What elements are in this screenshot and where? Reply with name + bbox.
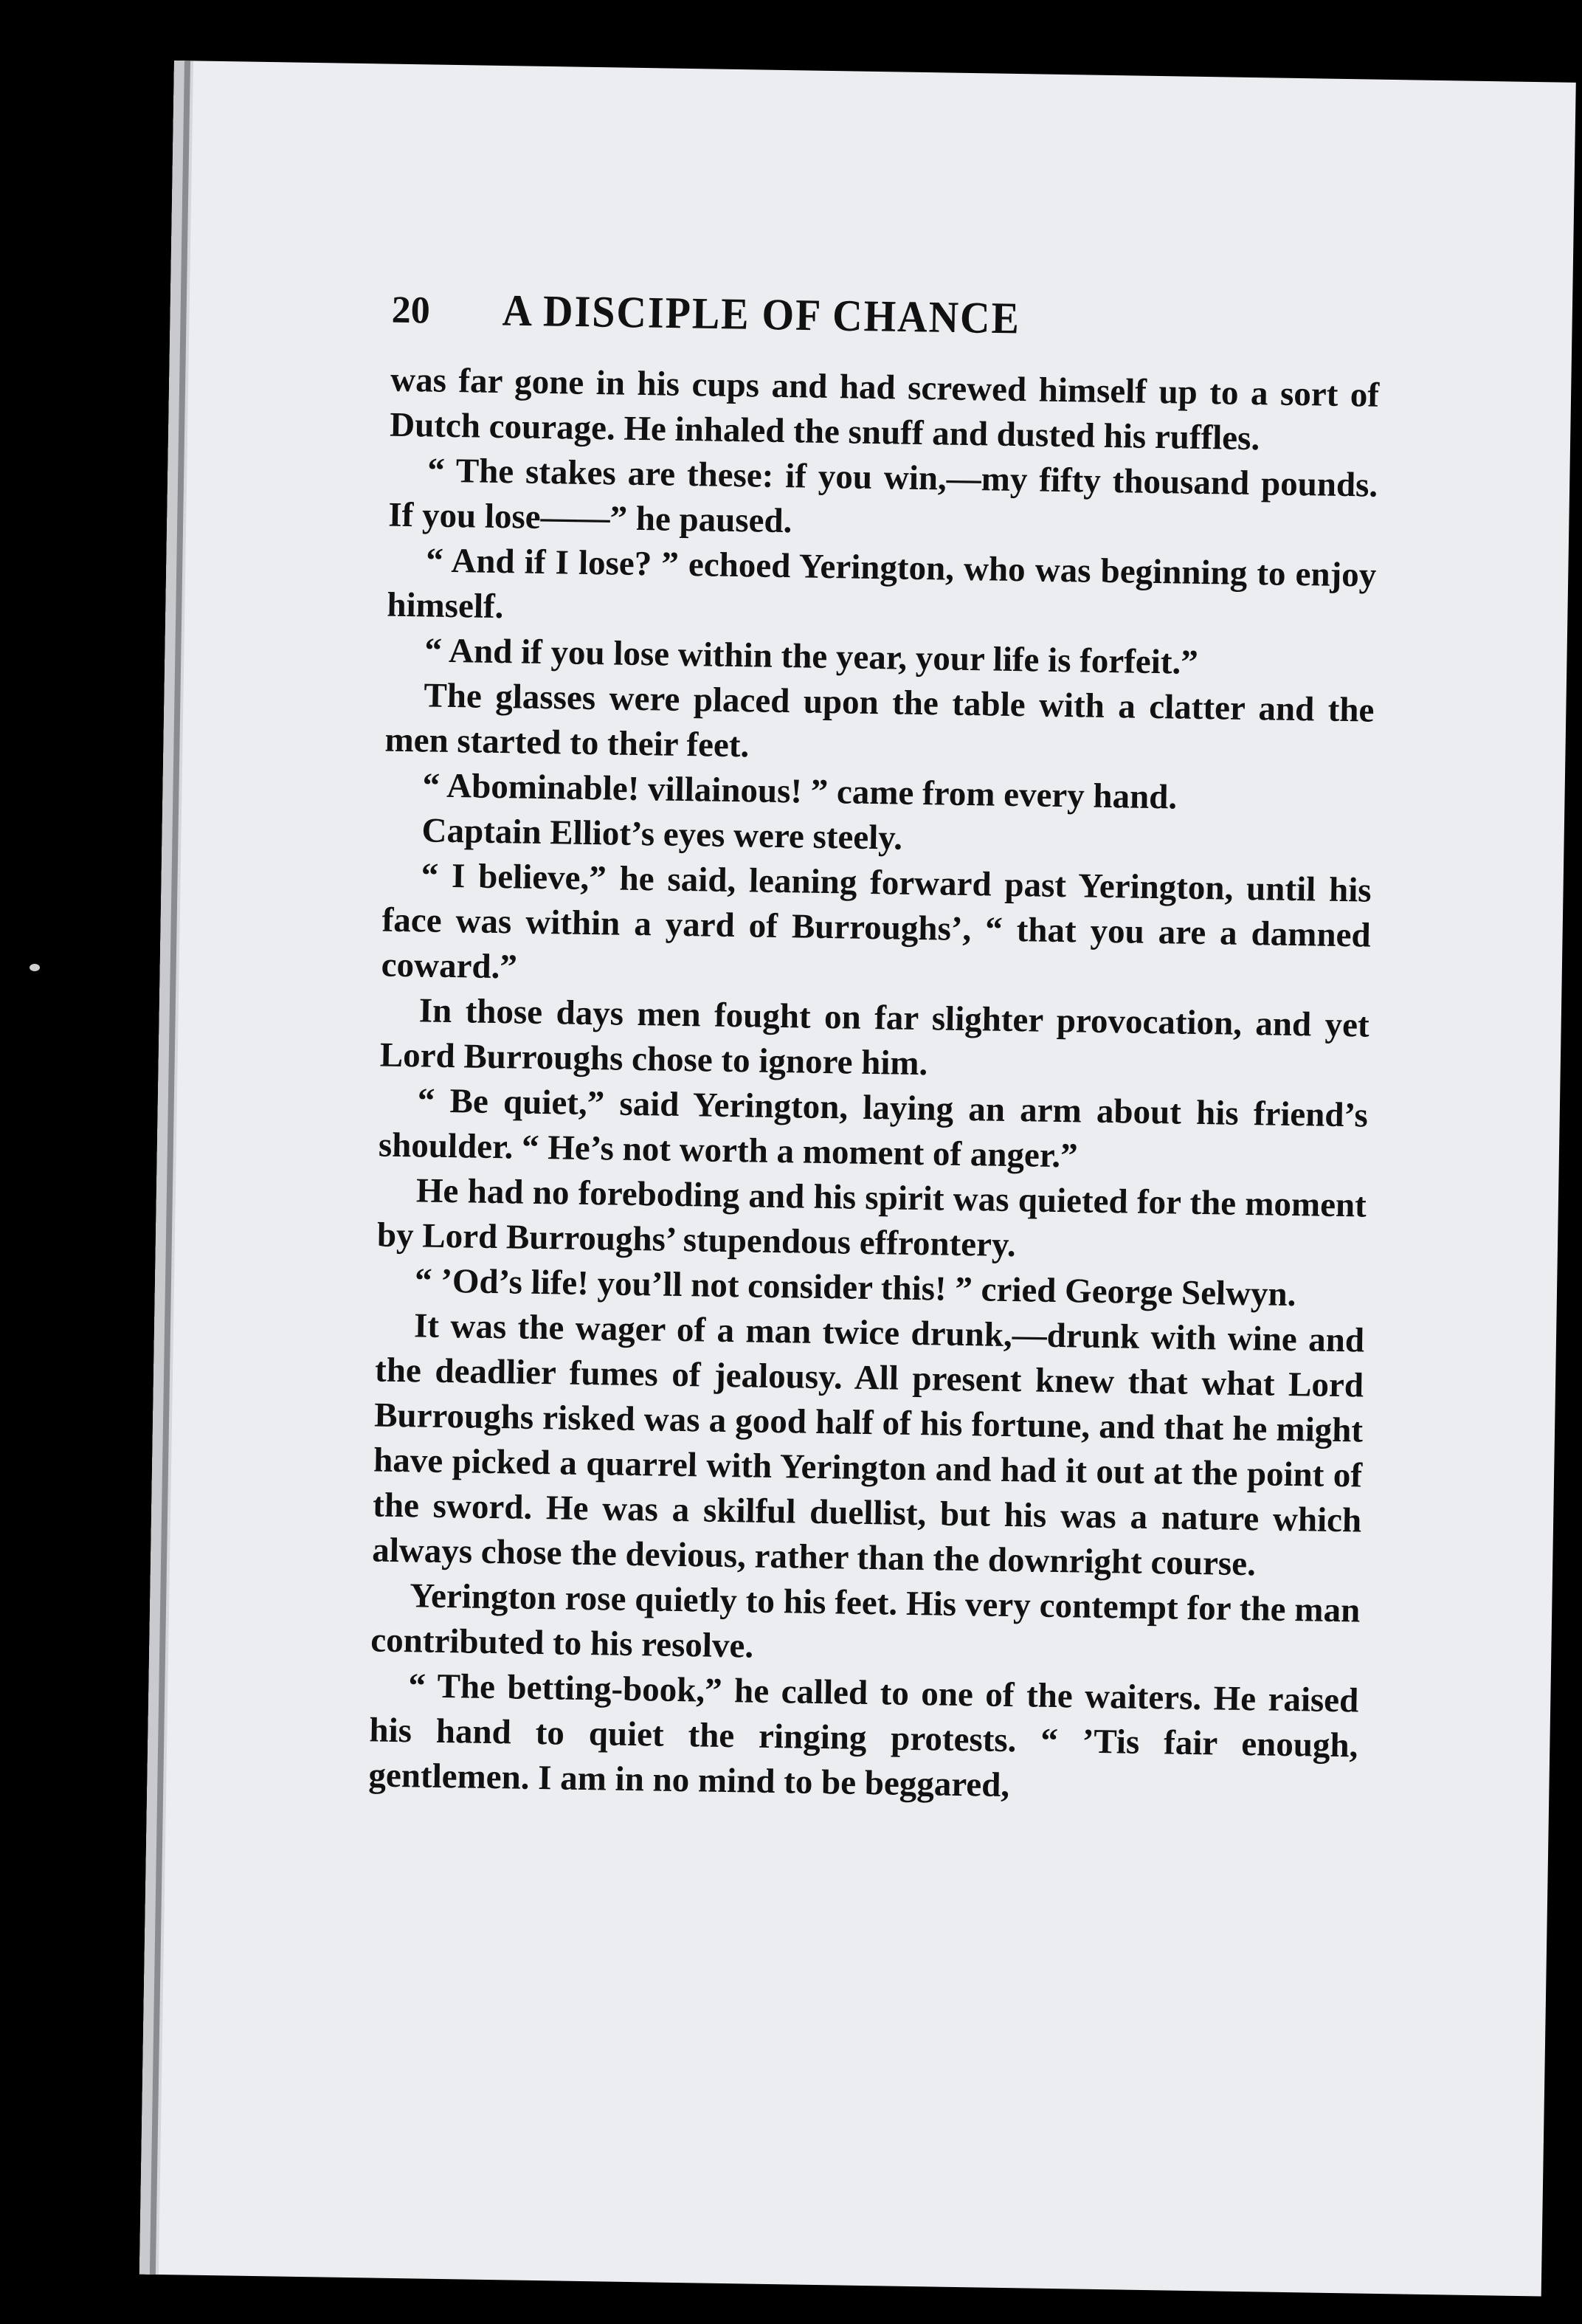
paragraph: “ ’Od’s life! you’ll not consider this! ” cried George Selwyn. xyxy=(414,1261,1296,1314)
paragraph: was far gone in his cups and had screwed himself up to a sort of Dutch courage. He inhaled the snuff and dusted his ruffles. xyxy=(389,360,1380,458)
page-number: 20 xyxy=(391,289,431,332)
running-title: A DISCIPLE OF CHANCE xyxy=(502,286,1021,344)
paragraph: “ The betting-book,” he called to one of the waiters. He raised his hand to quiet the ringing protests. “ ’Tis fair enough, gentlemen. I am in no mind to be beggared, xyxy=(368,1666,1359,1805)
paragraph: The glasses were placed upon the table with a clatter and the men started to their feet. xyxy=(384,676,1375,765)
paragraph: “ And if I lose? ” echoed Yerington, who was beginning to enjoy himself. xyxy=(387,541,1377,627)
running-head xyxy=(391,286,1381,348)
page-content xyxy=(368,286,1381,1814)
paragraph: “ Be quiet,” said Yerington, laying an arm about his friend’s shoulder. “ He’s not worth a moment of anger.” xyxy=(378,1081,1369,1176)
body-text xyxy=(368,358,1379,1814)
paragraph: Captain Elliot’s eyes were steely. xyxy=(421,811,903,858)
paragraph: It was the wager of a man twice drunk,—drunk with wine and the deadlier fumes of jealousy. All present knew that what Lord Burroughs risked was a good half of his fortune, and that he might have picked a quarrel with Yerington and had it out at the point of the sword. He was a skilful duellist, but his was a nature which always chose the devious, rather than the downright course. xyxy=(371,1306,1365,1584)
paragraph: In those days men fought on far slighter provocation, and yet Lord Burroughs chose to ignore him. xyxy=(379,991,1370,1083)
paragraph: He had no foreboding and his spirit was quieted for the moment by Lord Burroughs’ stupendous effrontery. xyxy=(376,1171,1367,1265)
book-page xyxy=(139,61,1576,2296)
paragraph: “ Abominable! villainous! ” came from every hand. xyxy=(422,766,1178,817)
paragraph: Yerington rose quietly to his feet. His very contempt for the man contributed to his resolve. xyxy=(370,1576,1361,1666)
paragraph: “ The stakes are these: if you win,—my fifty thousand pounds. If you lose——” he paused. xyxy=(387,451,1378,541)
scan-speck xyxy=(30,964,40,971)
paragraph: “ And if you lose within the year, your life is forfeit.” xyxy=(424,631,1199,682)
paragraph: “ I believe,” he said, leaning forward past Yerington, until his face was within a yard of Burroughs’, “ that you are a damned coward.” xyxy=(381,856,1372,987)
